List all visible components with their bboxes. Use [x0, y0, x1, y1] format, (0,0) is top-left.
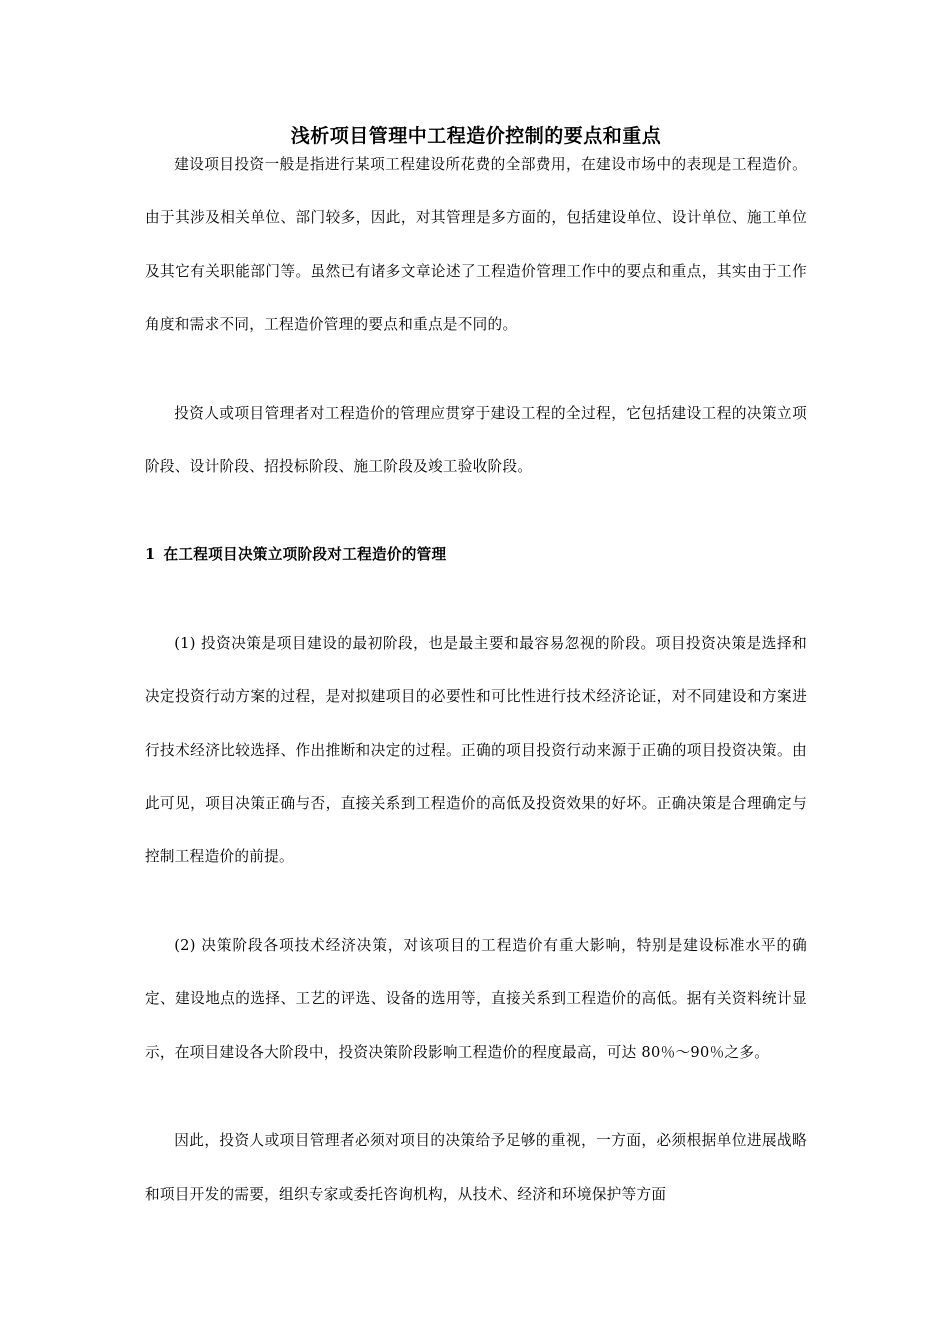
paragraph-management-scope: 投资人或项目管理者对工程造价的管理应贯穿于建设工程的全过程，它包括建设工程的决策立项阶段、设计阶段、招投标阶段、施工阶段及竣工验收阶段。: [145, 404, 807, 476]
paragraph-gap: [145, 352, 807, 387]
paragraph-gap: [145, 493, 807, 528]
paragraph-conclusion: 因此，投资人或项目管理者必须对项目的决策给予足够的重视，一方面，必须根据单位进展战略和项目开发的需要，组织专家或委托咨询机构，从技术、经济和环境保护等方面: [145, 1132, 807, 1203]
paragraph-gap: [145, 884, 807, 919]
section-title: 在工程项目决策立项阶段对工程造价的管理: [163, 546, 447, 564]
paragraph-point-2: (2) 决策阶段各项技术经济决策，对该项目的工程造价有重大影响，特别是建设标准水平的确定、建设地点的选择、工艺的评选、设备的选用等，直接关系到工程造价的高低。据有关资料统计显示，在项目建设各大阶段中，投资决策阶段影响工程造价的程度最高，可达 80％～90％之多。: [145, 936, 807, 1061]
section-heading: [145, 528, 807, 581]
paragraph-intro: 建设项目投资一般是指进行某项工程建设所花费的全部费用，在建设市场中的表现是工程造价。由于其涉及相关单位、部门较多，因此，对其管理是多方面的，包括建设单位、设计单位、施工单位及其它有关职能部门等。虽然已有诸多文章论述了工程造价管理工作中的要点和重点，其实由于工作角度和需求不同，工程造价管理的要点和重点是不同的。: [145, 156, 807, 334]
paragraph-gap: [145, 582, 807, 617]
document-title: 浅析项目管理中工程造价控制的要点和重点: [290, 125, 662, 147]
paragraph-point-1: (1) 投资决策是项目建设的最初阶段，也是最主要和最容易忽视的阶段。项目投资决策是选择和决定投资行动方案的过程，是对拟建项目的必要性和可比性进行技术经济论证，对不同建设和方案进行技术经济比较选择、作出推断和决定的过程。正确的项目投资行动来源于正确的项目投资决策。由此可见，项目决策正确与否，直接关系到工程造价的高低及投资效果的好坏。正确决策是合理确定与控制工程造价的前提。: [145, 634, 807, 866]
section-number: 1: [145, 546, 156, 564]
document-page: [145, 118, 807, 1221]
paragraph-gap: [145, 1079, 807, 1114]
